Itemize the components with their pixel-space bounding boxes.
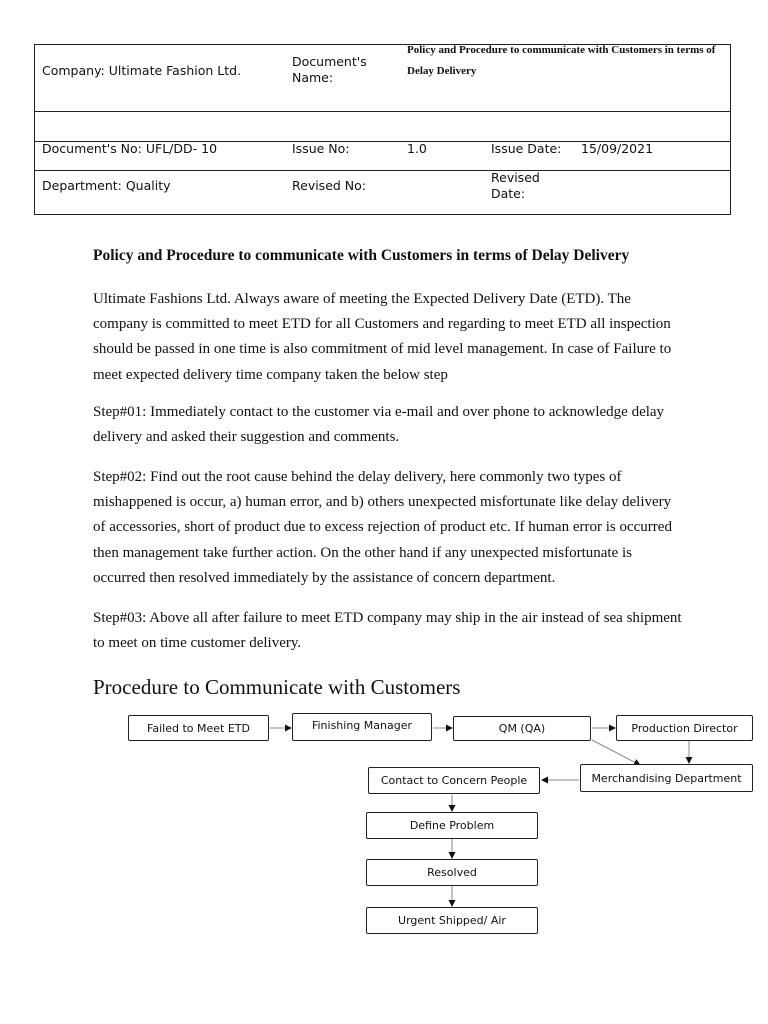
flow-node-finishing-manager: Finishing Manager [292, 713, 432, 741]
flow-node-production-director: Production Director [616, 715, 753, 741]
flow-node-qm-qa: QM (QA) [453, 716, 591, 741]
step-3-paragraph: Step#03: Above all after failure to meet ETD company may ship in the air instead of sea shipment to meet on time customer delivery. [93, 610, 682, 652]
step-2-paragraph: Step#02: Find out the root cause behind the delay delivery, here commonly two types of mishappened is occur, a) human error, and b) others unexpected misfortunate like delay delivery of accessories, short of product due to excess rejection of product etc. If human error is occurred then management take further action. On the other hand if any unexpected misfortunate is occurred then resolved immediately by the assistance of concern department. [93, 469, 672, 586]
intro-paragraph: Ultimate Fashions Ltd. Always aware of meeting the Expected Delivery Date (ETD). The company is committed to meet ETD for all Customers and regarding to meet ETD all inspection should be passed in one time is also commitment of mid level management. In case of Failure to meet expected delivery time company taken the below step [93, 291, 672, 383]
flow-node-resolved: Resolved [366, 859, 538, 886]
policy-title: Policy and Procedure to communicate with Customers in terms of Delay Delivery [93, 247, 630, 264]
revised-date-label: Revised Date: [491, 170, 540, 201]
document-name-label: Document's Name: [292, 54, 367, 85]
department: Department: Quality [42, 178, 171, 193]
flow-node-contact-concern-people: Contact to Concern People [368, 767, 540, 794]
company-name: Company: Ultimate Fashion Ltd. [42, 63, 242, 78]
issue-number-label: Issue No: [292, 141, 350, 156]
flow-node-urgent-shipped-air: Urgent Shipped/ Air [366, 907, 538, 934]
step-1-paragraph: Step#01: Immediately contact to the customer via e-mail and over phone to acknowledge delay delivery and asked their suggestion and comments. [93, 404, 665, 446]
revised-number-label: Revised No: [292, 178, 367, 193]
procedure-heading: Procedure to Communicate with Customers [93, 675, 461, 699]
arrow-qm-to-merchandising [592, 740, 640, 765]
issue-date-value: 15/09/2021 [581, 141, 654, 156]
flow-node-merchandising-department: Merchandising Department [580, 764, 753, 792]
issue-number-value: 1.0 [407, 141, 427, 156]
issue-date-label: Issue Date: [491, 141, 562, 156]
document-name-value: Policy and Procedure to communicate with Customers in terms of Delay Delivery [407, 44, 716, 77]
flow-node-define-problem: Define Problem [366, 812, 538, 839]
flow-node-failed-to-meet-etd: Failed to Meet ETD [128, 715, 269, 741]
document-number: Document's No: UFL/DD- 10 [42, 141, 218, 156]
